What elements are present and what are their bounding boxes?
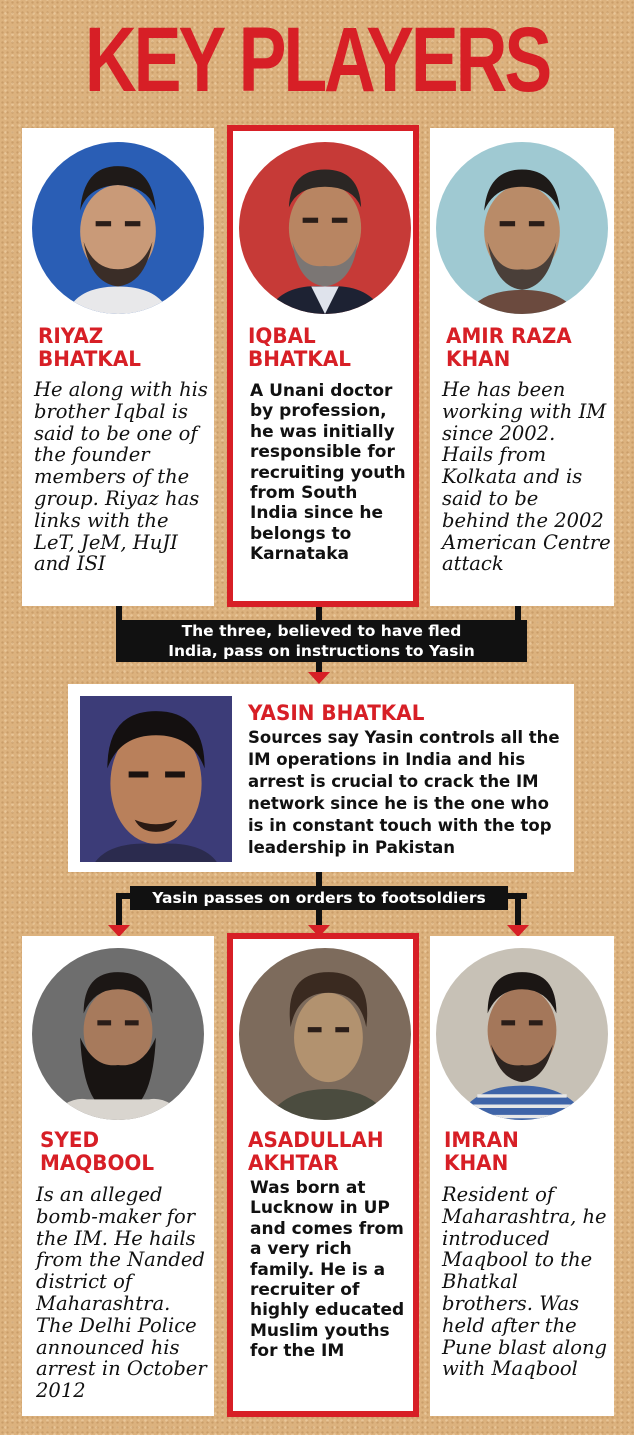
player-card-amir	[430, 128, 614, 606]
portrait-icon	[80, 696, 232, 862]
player-desc-imran: Resident of Maharashtra, he introduced Maqbool to the Bhatkal brothers. Was held after the Pune blast along with Maqbool	[442, 1183, 608, 1381]
portrait-icon	[239, 142, 411, 314]
yasin-name: YASIN BHATKAL	[248, 701, 425, 725]
portrait-icon	[436, 142, 608, 314]
connector-bottom-left	[116, 899, 122, 925]
portrait-icon	[32, 948, 204, 1120]
player-name-maqbool: SYED MAQBOOL	[40, 1128, 155, 1175]
arrow-to-yasin	[308, 672, 330, 684]
connector-yasin-down	[316, 870, 322, 886]
player-card-iqbal	[228, 128, 418, 606]
connector-bottom-right	[515, 899, 521, 925]
player-desc-maqbool: Is an alleged bomb-maker for the IM. He hails from the Nanded district of Maharashtra. The Delhi Police announced his arrest in October 2012	[36, 1183, 207, 1403]
photo-imran	[436, 948, 608, 1120]
banner-instructions: The three, believed to have fled India, pass on instructions to Yasin	[116, 620, 527, 662]
player-name-imran: IMRAN KHAN	[444, 1128, 519, 1175]
portrait-icon	[239, 948, 411, 1120]
player-desc-riyaz: He along with his brother Iqbal is said to be one of the founder members of the group. Riyaz has links with the LeT, JeM, HuJI and ISI	[34, 378, 208, 576]
portrait-icon	[32, 142, 204, 314]
player-card-maqbool	[22, 936, 214, 1416]
player-card-imran	[430, 936, 614, 1416]
photo-amir	[436, 142, 608, 314]
player-desc-iqbal: A Unani doctor by profession, he was initially responsible for recruiting youth from South India since he belongs to Karnataka	[250, 381, 406, 565]
player-name-asadullah: ASADULLAH AKHTAR	[248, 1128, 384, 1175]
yasin-card	[68, 684, 574, 872]
portrait-icon	[436, 948, 608, 1120]
page-title: KEY PLAYERS	[84, 9, 550, 111]
photo-maqbool	[32, 948, 204, 1120]
photo-asadullah	[239, 948, 411, 1120]
yasin-description: Sources say Yasin controls all the IM operations in India and his arrest is crucial to crack the IM network since he is the one who is in constant touch with the top leadership in Pakistan	[248, 728, 560, 857]
player-name-amir: AMIR RAZA KHAN	[446, 324, 572, 371]
photo-yasin	[80, 696, 232, 862]
player-card-asadullah	[228, 936, 418, 1416]
photo-iqbal	[239, 142, 411, 314]
player-desc-asadullah: Was born at Lucknow in UP and comes from a very rich family. He is a recruiter of highly educated Muslim youths for the IM	[250, 1178, 405, 1362]
player-name-iqbal: IQBAL BHATKAL	[248, 324, 352, 371]
player-name-riyaz: RIYAZ BHATKAL	[38, 324, 142, 371]
photo-riyaz	[32, 142, 204, 314]
player-desc-amir: He has been working with IM since 2002. Hails from Kolkata and is said to be behind the 2002 American Centre attack	[442, 378, 611, 576]
banner-orders: Yasin passes on orders to footsoldiers	[130, 886, 508, 910]
player-card-riyaz	[22, 128, 214, 606]
connector-center-down	[316, 662, 322, 672]
connector-bottom-center	[316, 910, 322, 925]
